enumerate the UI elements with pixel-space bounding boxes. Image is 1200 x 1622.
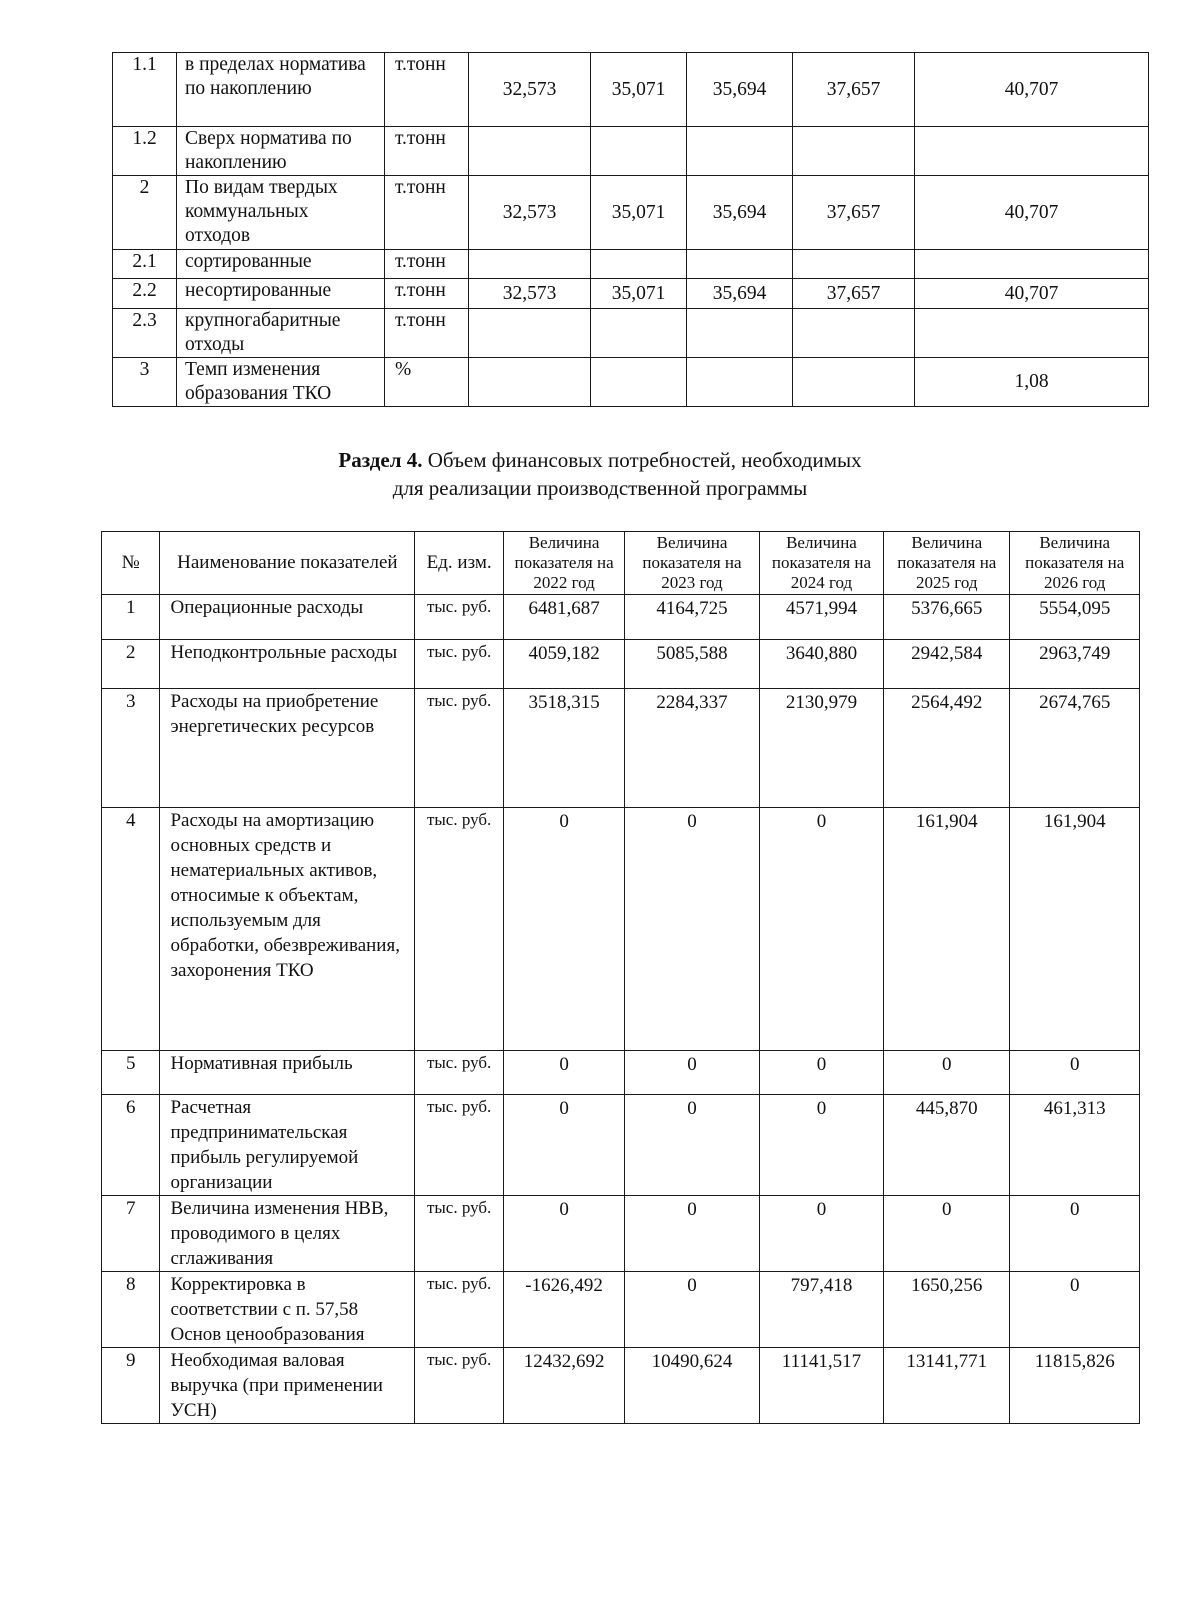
value-cell: 13141,771 bbox=[884, 1348, 1010, 1424]
section-number: Раздел 4. bbox=[338, 448, 423, 472]
section-4-heading bbox=[0, 446, 1200, 502]
header-year-2024: Величина показателя на 2024 год bbox=[759, 532, 883, 595]
row-number: 8 bbox=[102, 1272, 160, 1348]
value-cell bbox=[793, 127, 915, 176]
value-cell: 32,573 bbox=[469, 53, 591, 127]
row-number: 1 bbox=[102, 595, 160, 640]
table-row bbox=[113, 176, 1149, 250]
row-number: 2 bbox=[113, 176, 177, 250]
row-number: 6 bbox=[102, 1095, 160, 1196]
table-row bbox=[102, 640, 1140, 689]
value-cell: 11815,826 bbox=[1010, 1348, 1140, 1424]
row-name: несортированные bbox=[177, 279, 385, 309]
row-unit: тыс. руб. bbox=[415, 689, 504, 808]
row-name: Расходы на приобретение энергетических ресурсов bbox=[160, 689, 415, 808]
value-cell: 35,694 bbox=[687, 176, 793, 250]
value-cell: 40,707 bbox=[915, 53, 1149, 127]
row-number: 2.1 bbox=[113, 250, 177, 279]
table-row bbox=[102, 1272, 1140, 1348]
value-cell: 0 bbox=[759, 1095, 883, 1196]
value-cell: 461,313 bbox=[1010, 1095, 1140, 1196]
row-unit: тыс. руб. bbox=[415, 1196, 504, 1272]
table-row bbox=[102, 1051, 1140, 1095]
value-cell: 11141,517 bbox=[759, 1348, 883, 1424]
table-row bbox=[102, 1196, 1140, 1272]
table-row bbox=[102, 1348, 1140, 1424]
value-cell: 0 bbox=[625, 1095, 760, 1196]
value-cell: 161,904 bbox=[1010, 808, 1140, 1051]
row-unit: % bbox=[385, 358, 469, 407]
value-cell bbox=[591, 309, 687, 358]
row-name: По видам твердых коммунальных отходов bbox=[177, 176, 385, 250]
value-cell bbox=[469, 309, 591, 358]
value-cell: 2130,979 bbox=[759, 689, 883, 808]
value-cell: 5554,095 bbox=[1010, 595, 1140, 640]
value-cell: 3640,880 bbox=[759, 640, 883, 689]
row-number: 1.1 bbox=[113, 53, 177, 127]
value-cell: 37,657 bbox=[793, 176, 915, 250]
value-cell: 0 bbox=[504, 808, 625, 1051]
row-name: Расчетная предпринимательская прибыль регулируемой организации bbox=[160, 1095, 415, 1196]
value-cell bbox=[469, 358, 591, 407]
row-name: в пределах норматива по накоплению bbox=[177, 53, 385, 127]
value-cell bbox=[591, 358, 687, 407]
value-cell: 2674,765 bbox=[1010, 689, 1140, 808]
value-cell: 1,08 bbox=[915, 358, 1149, 407]
row-unit: т.тонн bbox=[385, 127, 469, 176]
table-row bbox=[113, 309, 1149, 358]
value-cell: 37,657 bbox=[793, 53, 915, 127]
row-unit: тыс. руб. bbox=[415, 1051, 504, 1095]
table-row bbox=[113, 53, 1149, 127]
row-number: 2.3 bbox=[113, 309, 177, 358]
value-cell: 2963,749 bbox=[1010, 640, 1140, 689]
financial-needs-table bbox=[101, 531, 1140, 1424]
value-cell: 32,573 bbox=[469, 279, 591, 309]
value-cell: 797,418 bbox=[759, 1272, 883, 1348]
row-unit: тыс. руб. bbox=[415, 595, 504, 640]
header-name: Наименование показателей bbox=[160, 532, 415, 595]
row-name: Величина изменения НВВ, проводимого в целях сглаживания bbox=[160, 1196, 415, 1272]
table-row bbox=[102, 689, 1140, 808]
value-cell bbox=[469, 250, 591, 279]
row-number: 5 bbox=[102, 1051, 160, 1095]
row-unit: тыс. руб. bbox=[415, 1095, 504, 1196]
value-cell: 0 bbox=[759, 1051, 883, 1095]
row-name: Необходимая валовая выручка (при применении УСН) bbox=[160, 1348, 415, 1424]
value-cell: 35,071 bbox=[591, 279, 687, 309]
header-row bbox=[102, 532, 1140, 595]
row-name: Расходы на амортизацию основных средств и нематериальных активов, относимые к объектам, используемым для обработки, обезвреживания, захоронения ТКО bbox=[160, 808, 415, 1051]
value-cell bbox=[591, 127, 687, 176]
row-unit: т.тонн bbox=[385, 309, 469, 358]
row-name: Темп изменения образования ТКО bbox=[177, 358, 385, 407]
row-unit: т.тонн bbox=[385, 176, 469, 250]
value-cell bbox=[793, 358, 915, 407]
value-cell: 37,657 bbox=[793, 279, 915, 309]
section-title-line-2: для реализации производственной программы bbox=[392, 476, 808, 500]
value-cell: 0 bbox=[884, 1051, 1010, 1095]
row-name: Сверх норматива по накоплению bbox=[177, 127, 385, 176]
value-cell bbox=[793, 250, 915, 279]
value-cell: 5376,665 bbox=[884, 595, 1010, 640]
value-cell: 3518,315 bbox=[504, 689, 625, 808]
value-cell: 161,904 bbox=[884, 808, 1010, 1051]
value-cell: 0 bbox=[625, 1196, 760, 1272]
header-year-2023: Величина показателя на 2023 год bbox=[625, 532, 760, 595]
value-cell bbox=[793, 309, 915, 358]
value-cell: 12432,692 bbox=[504, 1348, 625, 1424]
value-cell bbox=[915, 309, 1149, 358]
value-cell bbox=[591, 250, 687, 279]
value-cell: 5085,588 bbox=[625, 640, 760, 689]
value-cell: 35,694 bbox=[687, 53, 793, 127]
value-cell: 0 bbox=[759, 808, 883, 1051]
value-cell bbox=[915, 250, 1149, 279]
row-unit: т.тонн bbox=[385, 279, 469, 309]
table-row bbox=[102, 595, 1140, 640]
value-cell: 35,071 bbox=[591, 176, 687, 250]
header-unit: Ед. изм. bbox=[415, 532, 504, 595]
row-number: 3 bbox=[102, 689, 160, 808]
value-cell: -1626,492 bbox=[504, 1272, 625, 1348]
row-unit: тыс. руб. bbox=[415, 808, 504, 1051]
value-cell: 4164,725 bbox=[625, 595, 760, 640]
row-unit: тыс. руб. bbox=[415, 1348, 504, 1424]
value-cell: 2942,584 bbox=[884, 640, 1010, 689]
value-cell bbox=[687, 358, 793, 407]
value-cell: 0 bbox=[504, 1095, 625, 1196]
table-row bbox=[113, 279, 1149, 309]
row-unit: т.тонн bbox=[385, 53, 469, 127]
row-number: 7 bbox=[102, 1196, 160, 1272]
value-cell: 40,707 bbox=[915, 176, 1149, 250]
row-unit: тыс. руб. bbox=[415, 1272, 504, 1348]
value-cell: 4571,994 bbox=[759, 595, 883, 640]
value-cell bbox=[687, 127, 793, 176]
header-year-2022: Величина показателя на 2022 год bbox=[504, 532, 625, 595]
value-cell: 0 bbox=[1010, 1051, 1140, 1095]
row-unit: т.тонн bbox=[385, 250, 469, 279]
value-cell: 0 bbox=[1010, 1196, 1140, 1272]
value-cell bbox=[469, 127, 591, 176]
value-cell: 4059,182 bbox=[504, 640, 625, 689]
row-name: Корректировка в соответствии с п. 57,58 Основ ценообразования bbox=[160, 1272, 415, 1348]
row-name: Неподконтрольные расходы bbox=[160, 640, 415, 689]
value-cell: 2564,492 bbox=[884, 689, 1010, 808]
value-cell: 6481,687 bbox=[504, 595, 625, 640]
table-row bbox=[113, 358, 1149, 407]
value-cell: 0 bbox=[504, 1051, 625, 1095]
value-cell bbox=[687, 250, 793, 279]
value-cell: 0 bbox=[759, 1196, 883, 1272]
value-cell: 40,707 bbox=[915, 279, 1149, 309]
row-name: Операционные расходы bbox=[160, 595, 415, 640]
row-name: Нормативная прибыль bbox=[160, 1051, 415, 1095]
row-number: 1.2 bbox=[113, 127, 177, 176]
value-cell: 2284,337 bbox=[625, 689, 760, 808]
row-number: 4 bbox=[102, 808, 160, 1051]
value-cell: 1650,256 bbox=[884, 1272, 1010, 1348]
table-row bbox=[102, 808, 1140, 1051]
header-year-2025: Величина показателя на 2025 год bbox=[884, 532, 1010, 595]
value-cell: 0 bbox=[625, 1051, 760, 1095]
row-name: сортированные bbox=[177, 250, 385, 279]
row-number: 2.2 bbox=[113, 279, 177, 309]
value-cell bbox=[915, 127, 1149, 176]
production-volume-table bbox=[112, 52, 1149, 407]
table-row bbox=[113, 127, 1149, 176]
value-cell: 32,573 bbox=[469, 176, 591, 250]
header-no: № bbox=[102, 532, 160, 595]
header-year-2026: Величина показателя на 2026 год bbox=[1010, 532, 1140, 595]
value-cell: 35,694 bbox=[687, 279, 793, 309]
row-number: 3 bbox=[113, 358, 177, 407]
row-number: 2 bbox=[102, 640, 160, 689]
value-cell: 0 bbox=[625, 808, 760, 1051]
row-number: 9 bbox=[102, 1348, 160, 1424]
value-cell: 35,071 bbox=[591, 53, 687, 127]
value-cell: 0 bbox=[504, 1196, 625, 1272]
table-row bbox=[102, 1095, 1140, 1196]
section-title-line-1: Объем финансовых потребностей, необходимых bbox=[427, 448, 862, 472]
row-name: крупногабаритные отходы bbox=[177, 309, 385, 358]
value-cell bbox=[687, 309, 793, 358]
value-cell: 445,870 bbox=[884, 1095, 1010, 1196]
row-unit: тыс. руб. bbox=[415, 640, 504, 689]
value-cell: 0 bbox=[625, 1272, 760, 1348]
table-row bbox=[113, 250, 1149, 279]
value-cell: 10490,624 bbox=[625, 1348, 760, 1424]
value-cell: 0 bbox=[884, 1196, 1010, 1272]
value-cell: 0 bbox=[1010, 1272, 1140, 1348]
